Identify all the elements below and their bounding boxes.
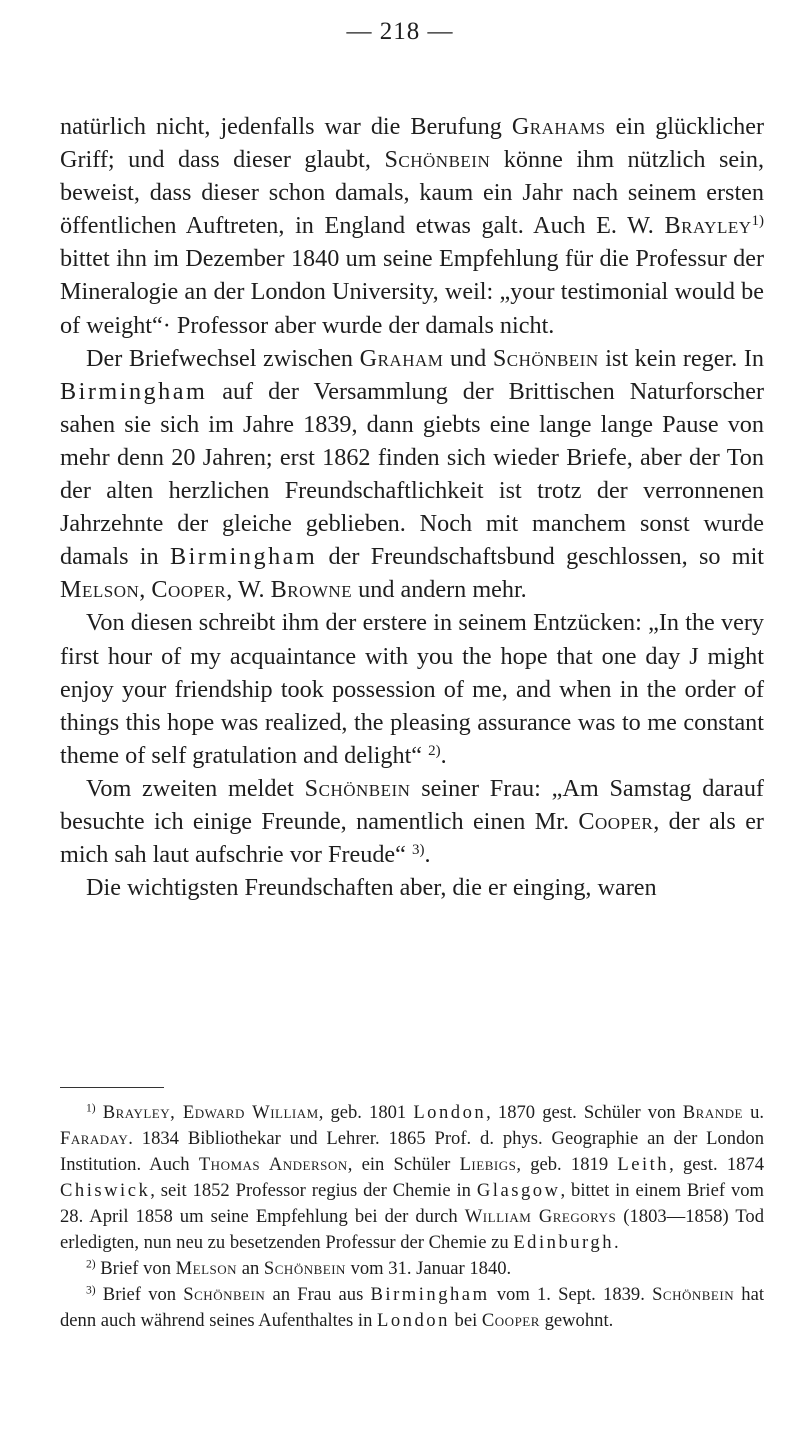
paragraph-5 (60, 871, 764, 904)
footnote-2 (60, 1256, 764, 1282)
text-run: . 1834 Bibliothekar und Lehrer. 1865 Prof. d. phys. Geographie an der London Institution. Auch (60, 1128, 764, 1175)
text-run: gewohnt. (539, 1310, 614, 1331)
place-name: Edinburgh (513, 1232, 614, 1253)
text-run: , der als er mich sah laut aufschrie vor Freude“ (60, 807, 764, 869)
person-name: Melson (175, 1258, 238, 1279)
text-run: Vom zweiten meldet (86, 774, 305, 802)
person-name: Schönbein (263, 1258, 346, 1279)
text-run: Von diesen schreibt ihm der erstere in seinem Entzücken: „In the very first hour of my acquaintance with you the hope that one day J might enjoy your friendship took possession of me, and when in the order of things this hope was realized, the pleasing assurance was to me constant theme of self gratulation and delight“ (60, 609, 764, 769)
person-name: Schönbein (384, 146, 491, 174)
text-run: , ein Schüler (347, 1154, 460, 1175)
text-run: , gest. 1874 (669, 1154, 765, 1175)
person-name: Brande (682, 1102, 743, 1123)
text-run: an (237, 1258, 264, 1279)
footnote-marker: 3) (411, 841, 425, 858)
person-name: Schönbein (492, 344, 599, 372)
person-name: Liebigs (459, 1154, 517, 1175)
text-run: , bittet in einem Brief vom 28. April 1858 um seine Empfehlung bei der durch (60, 1180, 765, 1227)
person-name: Grahams (511, 113, 606, 140)
person-name: Thomas Anderson (198, 1154, 348, 1175)
text-run: bei (449, 1310, 482, 1331)
footnote-number: 2) (86, 1258, 96, 1271)
text-run: Die wichtigsten Freundschaften aber, die er einging, waren (86, 874, 657, 902)
text-run: bittet ihn im Dezember 1840 um seine Empfehlung für die Professur der Mineralogie an der London University, weil: „your testimonial would be of weight“· Professor aber wurde der damals nicht. (60, 245, 764, 339)
text-run: (1803—1858) Tod erledigten, nun neu zu besetzenden Professur der Chemie zu (60, 1206, 764, 1253)
place-name: London (413, 1102, 487, 1123)
person-name: Cooper (481, 1310, 540, 1331)
text-run: seiner Frau: „Am Samstag darauf besuchte ich einige Freunde, namentlich einen Mr. (60, 774, 764, 835)
place-name: Chiswick (60, 1180, 151, 1201)
text-run: hat denn auch während seines Aufenthaltes in (60, 1284, 765, 1331)
paragraph-2 (60, 342, 764, 607)
text-run: u. (742, 1102, 765, 1123)
text-run: und (443, 344, 493, 372)
text-run: . (614, 1232, 619, 1253)
person-name: Faraday (60, 1128, 129, 1149)
text-run: vom 1. Sept. 1839. (489, 1284, 653, 1305)
text-run: Brief von (95, 1284, 184, 1305)
text-run: ist kein reger. In (598, 344, 764, 372)
place-name: London (377, 1310, 450, 1331)
person-name: Brayley, Edward William (102, 1102, 319, 1123)
footnote-marker: 1) (751, 213, 764, 230)
person-name: Browne (270, 576, 353, 604)
main-text (60, 110, 764, 904)
footnote-1 (60, 1100, 764, 1256)
footnote-marker: 2) (428, 742, 441, 759)
text-run: der Freundschaftsbund geschlossen, so mit (317, 543, 765, 571)
text-run: und andern mehr. (352, 576, 527, 604)
text-run: . (440, 741, 447, 769)
person-name: Schönbein (183, 1284, 266, 1305)
footnote-3 (60, 1282, 764, 1334)
footnote-number: 1) (86, 1102, 96, 1115)
text-run: . (424, 841, 431, 869)
text-run: , W. (226, 576, 271, 604)
person-name: Graham (359, 344, 444, 372)
text-run: auf der Versammlung der Brittischen Naturforscher sahen sie sich im Jahre 1839, dann giebts eine lange lange Pause von mehr denn 20 Jahren; erst 1862 finden sich wieder Briefe, aber der Ton der alten herzlichen Freundschaftlichkeit ist trotz der verronnenen Jahrzehnte der gleiche geblieben. Noch mit manchem sonst wurde damals in (60, 377, 764, 571)
place-name: Leith (617, 1154, 670, 1175)
paragraph-1 (60, 110, 764, 342)
person-name: Cooper (151, 576, 227, 604)
text-run: natürlich nicht, jedenfalls war die Berufung (60, 113, 512, 140)
text-run: , geb. 1801 (318, 1102, 414, 1123)
footnotes (60, 1100, 764, 1334)
text-run: , 1870 gest. Schüler von (486, 1102, 683, 1123)
text-run: an Frau aus (265, 1284, 371, 1305)
paragraph-4 (60, 772, 764, 871)
text-run: Der Briefwechsel zwischen (86, 344, 360, 372)
text-run: , geb. 1819 (516, 1154, 618, 1175)
text-run: könne ihm nützlich sein, beweist, dass dieser schon damals, kaum ein Jahr nach seinem ersten öffentlichen Auftreten, in England etwas galt. Auch E. W. (60, 146, 765, 240)
place-name: Birmingham (169, 543, 318, 571)
footnote-number: 3) (86, 1284, 96, 1297)
footnote-divider (60, 1087, 164, 1088)
text-run: , (139, 576, 152, 604)
place-name: Birmingham (370, 1284, 490, 1305)
person-name: Melson (60, 576, 140, 604)
person-name: Schönbein (304, 774, 411, 802)
place-name: Birmingham (60, 377, 208, 405)
page-number: — 218 — (346, 18, 454, 45)
place-name: Glasgow (476, 1180, 561, 1201)
person-name: Cooper (578, 807, 654, 835)
paragraph-3 (60, 606, 764, 771)
text-run: ein glücklicher Griff; und dass dieser glaubt, (60, 113, 764, 174)
person-name: Brayley (664, 212, 752, 240)
person-name: William Gregorys (464, 1206, 617, 1227)
text-run: vom 31. Januar 1840. (345, 1258, 512, 1279)
person-name: Schönbein (652, 1284, 735, 1305)
text-run: Brief von (95, 1258, 176, 1279)
text-run: , seit 1852 Professor regius der Chemie in (150, 1180, 477, 1201)
